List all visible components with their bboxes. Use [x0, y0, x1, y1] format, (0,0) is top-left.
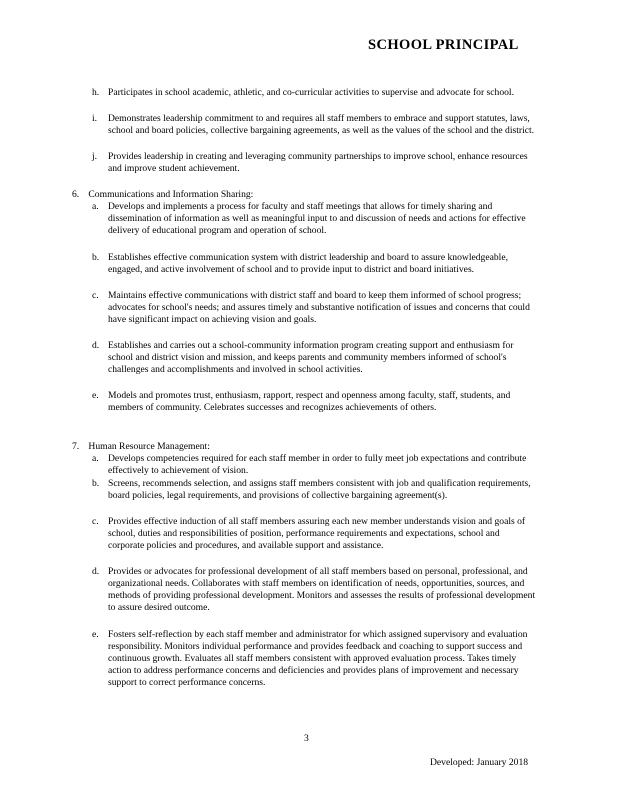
list-item — [92, 629, 538, 689]
list-item — [92, 201, 538, 237]
list-marker: c. — [92, 516, 99, 527]
list-item-text: Maintains effective communications with district staff and board to keep them informed of school progress; advocates for school's needs; and assures timely and substantive notification of issues and concerns that could have significant impact on achieving vision and goals. — [108, 290, 530, 326]
page-title: SCHOOL PRINCIPAL — [368, 37, 519, 53]
list-item — [92, 151, 538, 175]
list-marker: j. — [92, 151, 98, 162]
list-item — [92, 566, 538, 614]
list-item-text: Provides or advocates for professional development of all staff members based on personal, professional, and organizational needs. Collaborates with staff members on identification of needs, opportunities, sources, and methods of providing professional development. Monitors and assesses the results of professional development to assure desired outcome. — [108, 566, 536, 614]
list-item — [92, 290, 538, 326]
section-title: Communications and Information Sharing: — [88, 189, 254, 200]
list-item — [92, 516, 538, 552]
footer-developed-date: Developed: January 2018 — [430, 757, 529, 768]
list-item — [92, 453, 538, 477]
list-item — [92, 87, 538, 99]
list-marker: b. — [92, 478, 100, 489]
list-item-text: Provides effective induction of all staff members assuring each new member understands vision and goals of school, duties and responsibilities of position, performance requirements and expectations, school and corporate policies and procedures, and available support and assistance. — [108, 516, 526, 552]
list-item — [92, 113, 538, 137]
list-item — [92, 340, 538, 376]
list-item-text: Establishes effective communication system with district leadership and board to assure knowledgeable, engaged, and active involvement of school and to provide input to district and board initiatives. — [108, 252, 508, 276]
list-marker: c. — [92, 290, 99, 301]
list-item-text: Participates in school academic, athletic, and co-curricular activities to supervise and advocate for school. — [108, 87, 514, 98]
section-number: 7. — [72, 441, 80, 452]
list-item-text: Establishes and carries out a school-community information program creating support and enthusiasm for school and district vision and mission, and keeps parents and community members informed of school's challenges and accomplishments and involved in school activities. — [108, 340, 514, 376]
list-marker: d. — [92, 340, 100, 351]
list-marker: a. — [92, 201, 99, 212]
section-heading-human-resource — [72, 441, 210, 453]
list-item-text: Develops and implements a process for faculty and staff meetings that allows for timely sharing and dissemination of information as well as meaningful input to and discussion of needs and actions for effective delivery of educational program and operation of school. — [108, 201, 526, 237]
list-item-text: Fosters self-reflection by each staff member and administrator for which assigned supervisory and evaluation responsibility. Monitors individual performance and provides feedback and coaching to support success and continuous growth. Evaluates all staff members consistent with approved evaluation process. Takes timely action to address performance concerns and deficiencies and provides plans of improvement and necessary support to correct performance concerns. — [108, 629, 528, 689]
section-number: 6. — [72, 189, 80, 200]
list-marker: i. — [92, 113, 98, 124]
list-item-text: Screens, recommends selection, and assigns staff members consistent with job and qualification requirements, board policies, legal requirements, and provisions of collective bargaining agreement(s). — [108, 478, 531, 502]
page-number: 3 — [304, 733, 309, 744]
list-item-text: Models and promotes trust, enthusiasm, rapport, respect and openness among faculty, staff, students, and members of community. Celebrates successes and recognizes achievements of others. — [108, 390, 511, 414]
list-item — [92, 390, 538, 414]
list-item-text: Develops competencies required for each staff member in order to fully meet job expectations and contribute effectively to achievement of vision. — [108, 453, 527, 477]
section-heading-communications — [72, 189, 253, 201]
list-marker: h. — [92, 87, 100, 98]
list-marker: e. — [92, 390, 99, 401]
list-marker: b. — [92, 252, 100, 263]
list-item — [92, 478, 538, 502]
list-item-text: Provides leadership in creating and leveraging community partnerships to improve school, enhance resources and improve student achievement. — [108, 151, 528, 175]
list-marker: e. — [92, 629, 99, 640]
list-item — [92, 252, 538, 276]
list-item-text: Demonstrates leadership commitment to and requires all staff members to embrace and support statutes, laws, school and board policies, collective bargaining agreements, as well as the values of the school and the district. — [108, 113, 535, 137]
list-marker: d. — [92, 566, 100, 577]
section-title: Human Resource Management: — [88, 441, 210, 452]
list-marker: a. — [92, 453, 99, 464]
